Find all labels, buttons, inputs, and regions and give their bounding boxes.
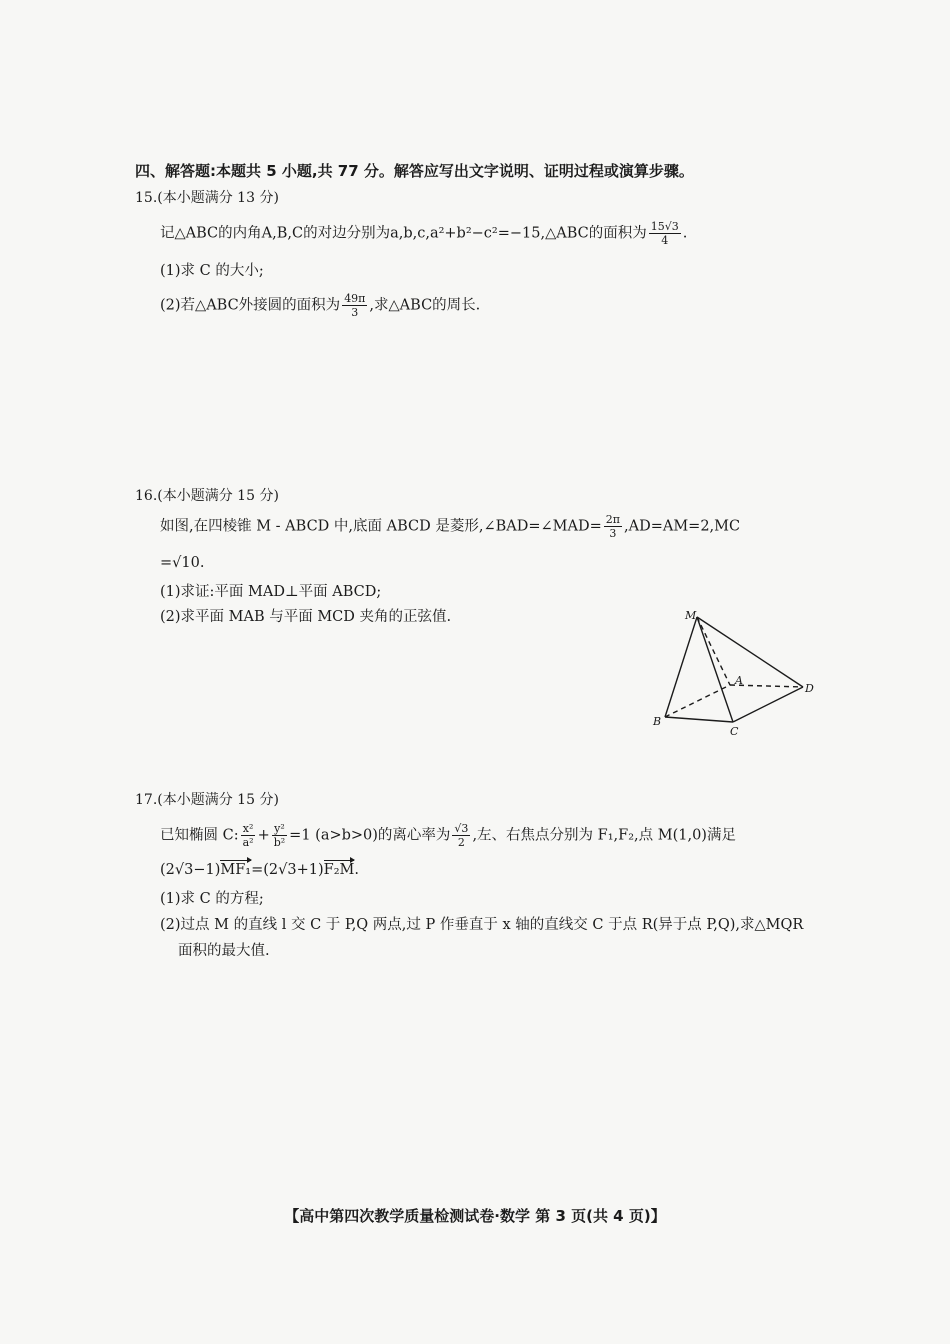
q15-part2 xyxy=(160,292,480,319)
q17-heading: 17.(本小题满分 15 分) xyxy=(135,792,279,808)
q17-vector-MF1: MF₁ xyxy=(220,862,252,878)
q16-part1: (1)求证:平面 MAD⊥平面 ABCD; xyxy=(160,584,382,600)
q17-part2: (2)过点 M 的直线 l 交 C 于 P,Q 两点,过 P 作垂直于 x 轴的直线交 C 于点 R(异于点 P,Q),求△MQR xyxy=(160,917,804,933)
q16-part2: (2)求平面 MAB 与平面 MCD 夹角的正弦值. xyxy=(160,609,452,625)
q15-area-fraction xyxy=(649,220,681,247)
q16-angle-den: 3 xyxy=(609,527,617,540)
q15-part1: (1)求 C 的大小; xyxy=(160,263,264,279)
q16-stem xyxy=(160,513,740,540)
q15-part2-end: ,求△ABC的周长. xyxy=(369,297,481,314)
q15-area-num: 15√3 xyxy=(650,220,679,233)
q17-y-fraction xyxy=(272,822,287,849)
q17-vector-F2M: F₂M xyxy=(323,862,355,878)
q17-part1: (1)求 C 的方程; xyxy=(160,891,264,907)
q17-x-den: a² xyxy=(242,836,254,849)
edge-CD xyxy=(733,687,803,722)
q17-part2-continued: 面积的最大值. xyxy=(178,943,270,959)
q17-vec-coef-2: =(2√3+1) xyxy=(251,862,324,878)
section-title: 四、解答题:本题共 5 小题,共 77 分。解答应写出文字说明、证明过程或演算步骤。 xyxy=(135,162,694,180)
q16-stem-continued: =√10. xyxy=(160,555,205,571)
edge-BC xyxy=(665,717,733,722)
vertex-label-M: M xyxy=(685,609,697,622)
q15-circle-den: 3 xyxy=(351,306,359,319)
pyramid-figure xyxy=(645,605,825,740)
q17-plus: + xyxy=(257,827,270,844)
edge-MB xyxy=(665,617,697,717)
q15-stem xyxy=(160,220,687,247)
q15-heading: 15.(本小题满分 13 分) xyxy=(135,190,279,206)
q17-x-num: x² xyxy=(242,822,254,835)
q17-stem-text-3: ,左、右焦点分别为 F₁,F₂,点 M(1,0)满足 xyxy=(472,827,736,844)
page-footer: 【高中第四次教学质量检测试卷·数学 第 3 页(共 4 页)】 xyxy=(284,1207,666,1225)
edge-MD xyxy=(697,617,803,687)
vertex-label-A: A xyxy=(735,674,743,687)
q17-vector-condition xyxy=(160,860,359,880)
q16-heading: 16.(本小题满分 15 分) xyxy=(135,488,279,504)
vertex-label-B: B xyxy=(653,715,662,728)
q15-circle-num: 49π xyxy=(344,292,366,305)
q17-stem xyxy=(160,822,736,849)
q17-ecc-num: √3 xyxy=(454,822,469,835)
q15-stem-text: 记△ABC的内角A,B,C的对边分别为a,b,c,a²+b²−c²=−15,△ABC的面积为 xyxy=(160,225,647,242)
q15-part2-text: (2)若△ABC外接圆的面积为 xyxy=(160,297,341,314)
q17-stem-text: 已知椭圆 C: xyxy=(160,827,239,844)
q17-vec-end: . xyxy=(354,862,359,878)
edge-BA-hidden xyxy=(665,685,730,717)
q16-angle-num: 2π xyxy=(605,513,620,526)
q17-y-den: b² xyxy=(273,836,286,849)
q17-vec-coef-1: (2√3−1) xyxy=(160,862,221,878)
q15-stem-end: . xyxy=(682,225,688,242)
q16-angle-fraction xyxy=(604,513,622,540)
q15-circle-fraction xyxy=(342,292,367,319)
q17-stem-text-2: =1 (a>b>0)的离心率为 xyxy=(289,827,451,844)
q16-stem-text: 如图,在四棱锥 M - ABCD 中,底面 ABCD 是菱形,∠BAD=∠MAD= xyxy=(160,518,602,535)
vertex-label-D: D xyxy=(805,682,814,695)
q17-x-fraction xyxy=(241,822,256,849)
q15-area-den: 4 xyxy=(661,234,669,247)
q17-ecc-den: 2 xyxy=(457,836,465,849)
q16-stem-text-2: ,AD=AM=2,MC xyxy=(624,518,741,535)
edge-MC xyxy=(697,617,733,722)
vertex-label-C: C xyxy=(730,725,739,738)
q17-y-num: y² xyxy=(274,822,285,835)
q17-ecc-fraction xyxy=(452,822,470,849)
